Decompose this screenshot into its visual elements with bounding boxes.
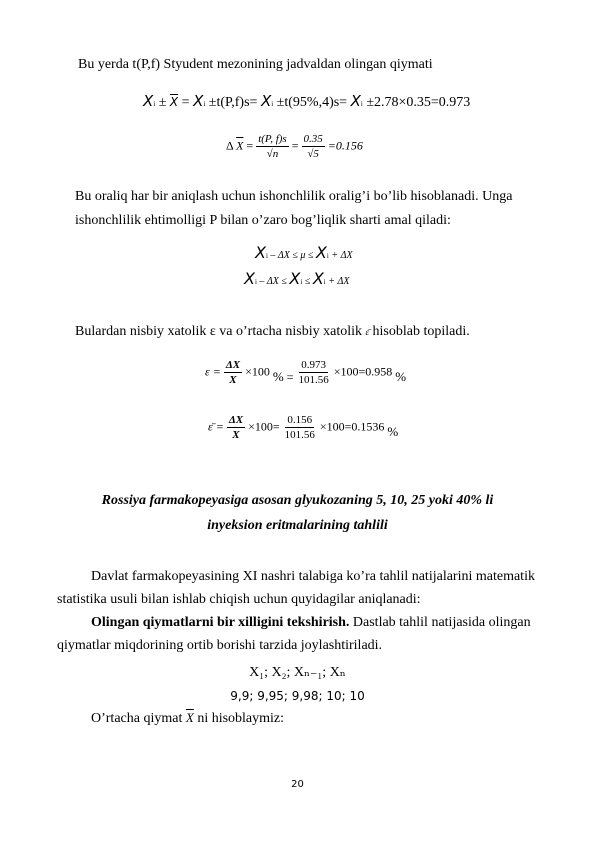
ineq2-right: X <box>312 269 324 288</box>
eq4-lhs: ε̄ = <box>208 419 224 434</box>
sequence-notation: X₁; X₂; Xₙ₋₁; Xₙ <box>249 665 346 680</box>
eq3-num2: 0.973 <box>301 359 326 371</box>
equation-mean-relative-error <box>208 413 398 442</box>
eq4-num: ΔX <box>228 414 244 426</box>
eq1-xi: X <box>193 92 204 110</box>
eq4-num2: 0.156 <box>287 414 313 426</box>
section-heading-line-2: inyeksion eritmalarining tahlili <box>207 518 388 533</box>
ineq2-middle: – ΔX ≤ <box>259 276 287 287</box>
sequence-values: 9,9; 9,95; 9,98; 10; 10 <box>230 689 365 703</box>
inequality-1 <box>255 243 353 262</box>
para4-rest: Dastlab tahlil natijasida olingan <box>349 615 531 630</box>
equation-relative-error <box>205 358 406 387</box>
eq1-rest3: ±2.78×0.35=0.973 <box>366 95 471 110</box>
eq3-eq: = <box>286 370 294 385</box>
eq2-den2: √5 <box>307 148 319 160</box>
eq4-den: X <box>232 429 240 441</box>
paragraph-3-line-2: statistika usuli bilan ishlab chiqish uchun quyidagilar aniqlanadi: <box>57 592 421 607</box>
para2-text: Bulardan nisbiy xatolik ε va o’rtacha nisbiy xatolik <box>75 324 362 339</box>
ineq1-middle: – ΔX ≤ μ ≤ <box>270 250 314 261</box>
paragraph-1-line-2: ishonchlilik ehtimolligi P bilan o’zaro bog’liqlik sharti amal qiladi: <box>75 213 451 228</box>
paragraph-5 <box>91 709 284 728</box>
eq2-result: =0.156 <box>327 138 363 153</box>
eq2-eq2: = <box>291 138 299 153</box>
eq3-den: X <box>229 374 237 386</box>
intro-line: Bu yerda t(P,f) Styudent mezonining jadvaldan olingan qiymati <box>78 57 433 72</box>
ineq1-right: X <box>315 243 327 262</box>
para4-bold: Olingan qiymatlarni bir xilligini tekshirish. <box>91 615 350 630</box>
paragraph-4-line-2: qiymatlar miqdorining ortib borishi tarzida joylashtiriladi. <box>57 638 383 653</box>
para5-symbol: $\overline{X}$ <box>185 710 194 725</box>
para2-symbol: ε̄ <box>365 327 370 337</box>
equation-confidence-interval: $Xi \pm \overline{X} = Xi \pm t(P,f)s= Xi \pm t(95\%,4)s= Xi \pm 2.78\times 0.35=0.973$ <box>143 92 471 110</box>
eq3-times: ×100 <box>245 364 270 379</box>
eq4-den2: 101.56 <box>284 429 315 441</box>
eq2-x: $\overline{X}$ <box>236 138 244 153</box>
eq2-eq: = <box>246 138 254 153</box>
eq4-tail: ×100=0.1536 <box>319 419 385 434</box>
eq3-num: ΔX <box>225 359 241 371</box>
ineq2-sub-mid: i <box>300 278 303 286</box>
ineq1-sub-right: i <box>326 252 329 260</box>
equation-delta-x <box>226 132 363 161</box>
paragraph-2 <box>75 323 470 341</box>
eq3-percent-2: % <box>395 369 407 385</box>
eq1-eq: = <box>181 95 190 110</box>
page-number: 20 <box>291 779 304 790</box>
eq2-num1: t(P, f)s <box>258 133 287 145</box>
para5-post: ni hisoblaymiz: <box>197 711 285 726</box>
para5-pre: O’rtacha qiymat <box>91 711 183 726</box>
eq4-percent: % <box>387 424 399 440</box>
eq1-xi2: X <box>260 92 272 110</box>
eq1-xbar: $\overline{X}$ <box>169 95 179 109</box>
ineq2-le: ≤ <box>304 276 311 287</box>
eq2-num2: 0.35 <box>303 133 323 145</box>
eq3-lhs: ε = <box>205 364 221 379</box>
section-heading-line-1: Rossiya farmakopeyasiga asosan glyukozaning 5, 10, 25 yoki 40% li <box>101 493 494 508</box>
ineq1-left: X <box>255 243 266 262</box>
eq2-den1: √n <box>266 148 279 160</box>
para2-tail: hisoblab topiladi. <box>372 324 470 339</box>
eq3-percent-1: % <box>272 369 284 385</box>
ineq1-sub-left: i <box>265 252 268 260</box>
ineq2-tail: + ΔX <box>328 276 350 287</box>
eq2-delta: Δ <box>226 138 234 153</box>
eq1-rest1: ±t(P,f)s= <box>208 95 258 110</box>
eq4-mid: ×100= <box>248 419 280 434</box>
ineq2-left: X <box>244 269 255 288</box>
paragraph-1-line-1: Bu oraliq har bir aniqlash uchun ishonchlilik oralig’i bo’lib hisoblanadi. Unga <box>75 189 513 204</box>
eq3-den2: 101.56 <box>298 374 329 386</box>
eq1-rest2: ±t(95%,4)s= <box>276 95 348 110</box>
ineq2-mid-x: X <box>289 269 301 288</box>
paragraph-3-line-1: Davlat farmakopeyasining XI nashri talabiga ko’ra tahlil natijalarini matematik <box>91 569 535 584</box>
ineq1-tail: + ΔX <box>331 250 353 261</box>
inequality-2 <box>244 269 349 288</box>
eq3-tail: ×100=0.958 <box>333 364 393 379</box>
paragraph-4-line-1 <box>91 614 531 632</box>
eq1-x: X <box>143 92 154 110</box>
ineq2-sub-left: i <box>254 278 257 286</box>
eq1-xi3: X <box>350 92 361 110</box>
ineq2-sub-right: i <box>323 278 326 286</box>
eq1-pm: ± <box>158 95 167 110</box>
